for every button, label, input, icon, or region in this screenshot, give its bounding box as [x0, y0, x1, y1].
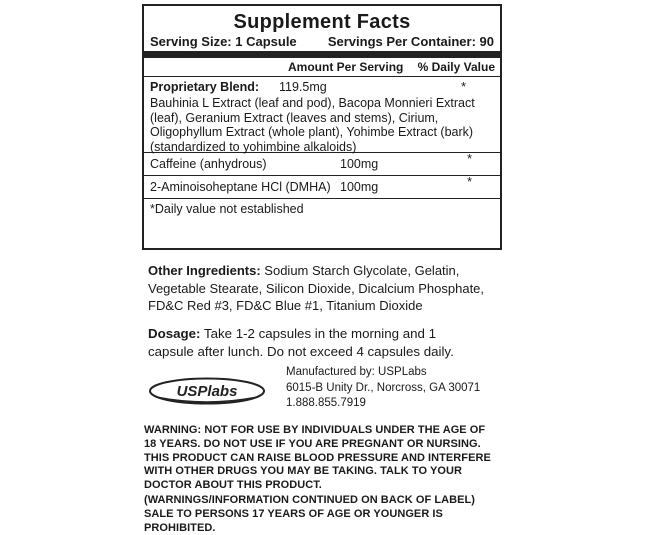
other-ingredients-text: Vegetable Stearate, Silicon Dioxide, Dicalcium Phosphate,: [148, 280, 485, 296]
nutrient-amount: 100mg: [340, 180, 379, 194]
nutrient-row-dmha: [144, 176, 500, 198]
blend-label: Proprietary Blend:: [150, 80, 260, 94]
usplabs-logo: [148, 377, 266, 405]
serving-size: Serving Size: 1 Capsule: [150, 34, 297, 49]
dosage: [148, 325, 508, 360]
warning-continued: (WARNINGS/INFORMATION CONTINUED ON BACK OF LABEL): [144, 493, 475, 506]
warning-line: THIS PRODUCT CAN RAISE BLOOD PRESSURE AND INTERFERE: [144, 451, 491, 464]
nutrient-name: Caffeine (anhydrous): [150, 157, 267, 171]
column-header-row: [144, 58, 500, 76]
nutrient-name: 2-Aminoisoheptane HCl (DMHA): [150, 180, 331, 194]
dosage-label: Dosage:: [148, 326, 201, 341]
warning-line: 18 YEARS. DO NOT USE IF YOU ARE PREGNANT OR NURSING.: [144, 437, 481, 450]
thick-divider: [144, 51, 500, 58]
sale-restriction: SALE TO PERSONS 17 YEARS OF AGE OR YOUNGER IS PROHIBITED.: [144, 507, 443, 534]
nutrient-row-caffeine: [144, 153, 500, 175]
blend-ingredients-line: (standardized to yohimbine alkaloids): [150, 139, 357, 154]
manufacturer-line: Manufactured by: USPLabs: [286, 366, 427, 378]
other-ingredients-label: Other Ingredients:: [148, 263, 261, 278]
warning-block: [144, 424, 516, 535]
manufacturer-line: 6015-B Unity Dr., Norcross, GA 30071: [286, 381, 481, 394]
warning-line: WITH OTHER DRUGS YOU MAY BE TAKING. TALK TO YOUR: [144, 465, 462, 478]
nutrient-amount: 100mg: [340, 157, 379, 171]
warning-line: DOCTOR ABOUT THIS PRODUCT.: [144, 479, 322, 492]
supplement-facts-panel: [142, 4, 502, 250]
blend-ingredients-line: Oligophyllum Extract (whole plant), Yohimbe Extract (bark): [150, 125, 474, 139]
manufacturer-info: [286, 365, 480, 412]
daily-value-footnote: *Daily value not established: [150, 202, 304, 216]
warning-line: WARNING: NOT FOR USE BY INDIVIDUALS UNDER THE AGE OF: [144, 424, 486, 436]
blend-daily-value: *: [461, 80, 466, 94]
logo-text: USPlabs: [176, 383, 238, 400]
dosage-text: Take 1-2 capsules in the morning and 1: [200, 326, 437, 341]
blend-ingredients-line: (leaf), Geranium Extract (leaves and stems), Cirium,: [150, 110, 439, 125]
manufacturer-line: 1.888.855.7919: [286, 397, 366, 410]
serving-row: [144, 34, 500, 51]
other-ingredients-text: FD&C Red #3, FD&C Blue #1, Titanium Dioxide: [148, 298, 423, 314]
blend-amount: 119.5mg: [279, 80, 327, 94]
other-ingredients: [148, 262, 508, 315]
nutrient-daily-value: *: [467, 175, 472, 189]
facts-title: Supplement Facts: [233, 11, 411, 33]
amount-per-serving-header: Amount Per Serving: [288, 60, 404, 74]
daily-value-header: % Daily Value: [417, 60, 495, 74]
other-ingredients-text: Sodium Starch Glycolate, Gelatin,: [260, 263, 460, 278]
nutrient-daily-value: *: [467, 152, 472, 166]
servings-per-container: Servings Per Container: 90: [327, 34, 494, 49]
dosage-text: capsule after lunch. Do not exceed 4 capsules daily.: [148, 343, 454, 359]
blend-ingredients-line: Bauhinia L Extract (leaf and pod), Bacopa Monnieri Extract: [150, 96, 475, 110]
proprietary-blend-row: [144, 77, 500, 152]
